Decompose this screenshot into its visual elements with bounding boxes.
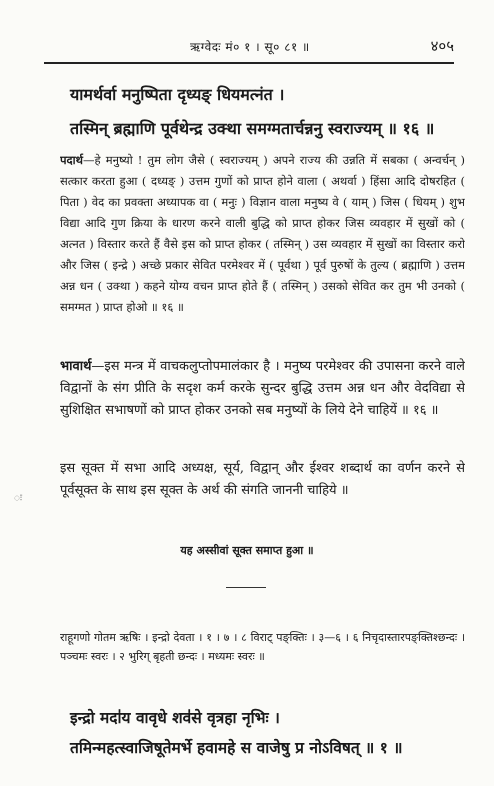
mantra-line-1: यामर्थर्वा मनुष्पिता दृध्यङ् धियमत्नंत ।: [70, 85, 285, 104]
bhavartha-paragraph: [60, 356, 465, 452]
page-header: [60, 36, 454, 58]
page-number: ४०५: [430, 37, 454, 55]
padartha-paragraph: [60, 150, 465, 350]
next-mantra-line-1: इन्द्रो मदा॑य वावृधे शव॑से वृत्रहा नृभिः ।: [70, 708, 280, 727]
padartha-label: पदार्थ: [60, 153, 83, 167]
next-mantra-line-2: तमिन्महत्स्वाजिषूतेमर्भे हवामहे स वाजेषु प्र नोऽविषत् ॥ १ ॥: [70, 738, 403, 757]
bhavartha-text: —इस मन्त्र में वाचकलुप्तोपमालंकार है । मनुष्य परमेश्वर की उपासना करने वाले विद्वानों के संग प्रीति के सदृश कर्म करके सुन्दर बुद्धि उत्तम अन्न धन और वेदविद्या से सुशिक्षित सभाषणों को प्राप्त होकर उनको सब मनुष्यों के लिये देने चाहियें ॥ १६ ॥: [60, 359, 465, 418]
mantra-line-2: तस्मिन् ब्रह्माणि पूर्वथेन्द्र उक्था समग्मतार्चन्ननु स्वराज्यम् ॥ १६ ॥: [70, 119, 435, 138]
padartha-text: —हे मनुष्यो ! तुम लोग जैसे ( स्वराज्यम् ) अपने राज्य की उन्नति में सबका ( अन्वर्चन् ) सत्कार करता हुआ ( दध्यङ् ) उत्तम गुणों को प्राप्त होने वाला ( अथर्वा ) हिंसा आदि दोषरहित ( पिता ) वेद का प्रवक्ता अध्यापक वा ( मनुः ) विज्ञान वाला मनुष्य वे ( याम् ) जिस ( धियम् ) शुभ विद्या आदि गुण क्रिया के धारण करने वाली बुद्धि को प्राप्त होकर जिस व्यवहार में सुखों को ( अत्नत ) विस्तार करते हैं वैसे इस को प्राप्त होकर ( तस्मिन् ) उस व्यवहार में सुखों का विस्तार करो और जिस ( इन्द्रे ) अच्छे प्रकार सेवित परमेश्वर में ( पूर्वथा ) पूर्व पुरुषों के तुल्य ( ब्रह्माणि ) उत्तम अन्न धन ( उक्था ) कहने योग्य वचन प्राप्त होते हैं ( तस्मिन् ) उसको सेवित कर तुम भी उनको ( समग्मत ) प्राप्त होओ ॥ १६ ॥: [60, 153, 465, 314]
bhavartha-label: भावार्थ: [60, 359, 92, 374]
section-divider: [226, 587, 266, 588]
next-sukta-meta: राहूगणो गोतम ऋषिः । इन्द्रो देवता । १ । ७ । ८ विराट् पङ्क्तिः । ३—६ । ६ निचृदास्तारपङ्क्तिश्छन्दः । पञ्चमः स्वरः । २ भुरिग् बृहती छन्दः । मध्यमः स्वरः ॥: [60, 631, 465, 663]
running-title: ऋग्वेदः मं० १ । सू० ८१ ॥: [190, 40, 310, 54]
sukta-end-note: यह अस्सीवां सूक्त समाप्त हुआ ॥: [180, 544, 314, 557]
margin-mark: ः: [14, 493, 22, 504]
header-rule: [44, 62, 454, 64]
sukta-summary: इस सूक्त में सभा आदि अध्यक्ष, सूर्य, विद्वान् और ईश्वर शब्दार्थ का वर्णन करने से पूर्वसूक्त के साथ इस सूक्त के अर्थ की संगति जाननी चाहिये ॥: [60, 461, 465, 498]
